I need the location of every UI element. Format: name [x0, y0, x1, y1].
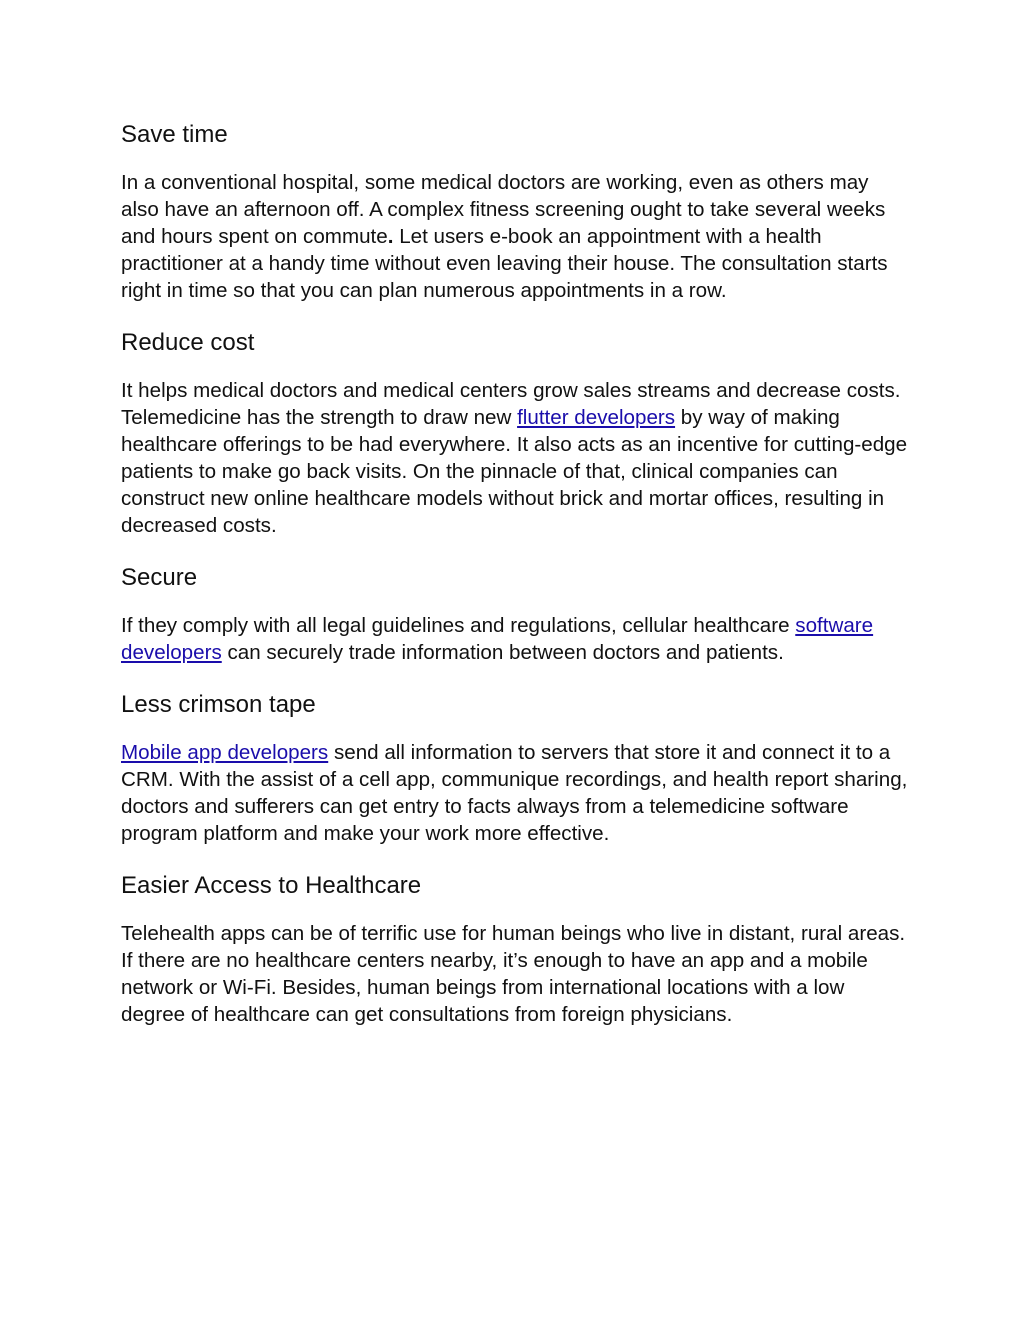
section-heading: Reduce cost — [121, 329, 255, 356]
paragraph-text: It helps medical doctors and medical centers grow sales streams and decrease costs. Telemedicine has the strength to draw new — [121, 379, 901, 429]
section-heading: Easier Access to Healthcare — [121, 872, 422, 899]
paragraph-text: Let users e-book an appointment with a health practitioner at a handy time without even leaving their house. The consultation starts right in time so that you can plan numerous appointments in a row. — [121, 225, 888, 302]
section-easier-access — [121, 871, 911, 1028]
section-heading: Less crimson tape — [121, 691, 316, 718]
flutter-developers-link[interactable]: flutter developers — [517, 406, 676, 429]
section-heading: Save time — [121, 121, 228, 148]
paragraph-text: In a conventional hospital, some medical doctors are working, even as others may also have an afternoon off. A complex fitness screening ought to take several weeks and hours spent on commute — [121, 171, 886, 248]
document-page — [121, 120, 911, 1052]
section-paragraph: Telehealth apps can be of terrific use for human beings who live in distant, rural areas. If there are no healthcare centers nearby, it’s enough to have an app and a mobile network or Wi-Fi. Besides, human beings from international locations with a low degree of healthcare can get consultations from foreign physicians. — [121, 922, 906, 1026]
section-paragraph — [121, 377, 911, 539]
section-paragraph — [121, 612, 911, 666]
paragraph-bold-text: . — [387, 225, 394, 248]
section-less-crimson-tape — [121, 690, 911, 847]
paragraph-text: If they comply with all legal guidelines and regulations, cellular healthcare — [121, 614, 796, 637]
section-heading: Secure — [121, 564, 198, 591]
section-secure — [121, 563, 911, 666]
software-developers-link[interactable]: software developers — [121, 614, 874, 664]
section-save-time — [121, 120, 911, 304]
section-paragraph — [121, 739, 911, 847]
paragraph-text: by way of making healthcare offerings to be had everywhere. It also acts as an incentive for cutting-edge patients to make go back visits. On the pinnacle of that, clinical companies can construct new online healthcare models without brick and mortar offices, resulting in decreased costs. — [121, 406, 908, 537]
paragraph-text: can securely trade information between doctors and patients. — [221, 641, 784, 664]
section-reduce-cost — [121, 328, 911, 539]
paragraph-text: send all information to servers that store it and connect it to a CRM. With the assist of a cell app, communique recordings, and health report sharing, doctors and sufferers can get entry to facts always from a telemedicine software program platform and make your work more effective. — [121, 741, 908, 845]
section-paragraph — [121, 169, 911, 304]
mobile-app-developers-link[interactable]: Mobile app developers — [121, 741, 329, 764]
